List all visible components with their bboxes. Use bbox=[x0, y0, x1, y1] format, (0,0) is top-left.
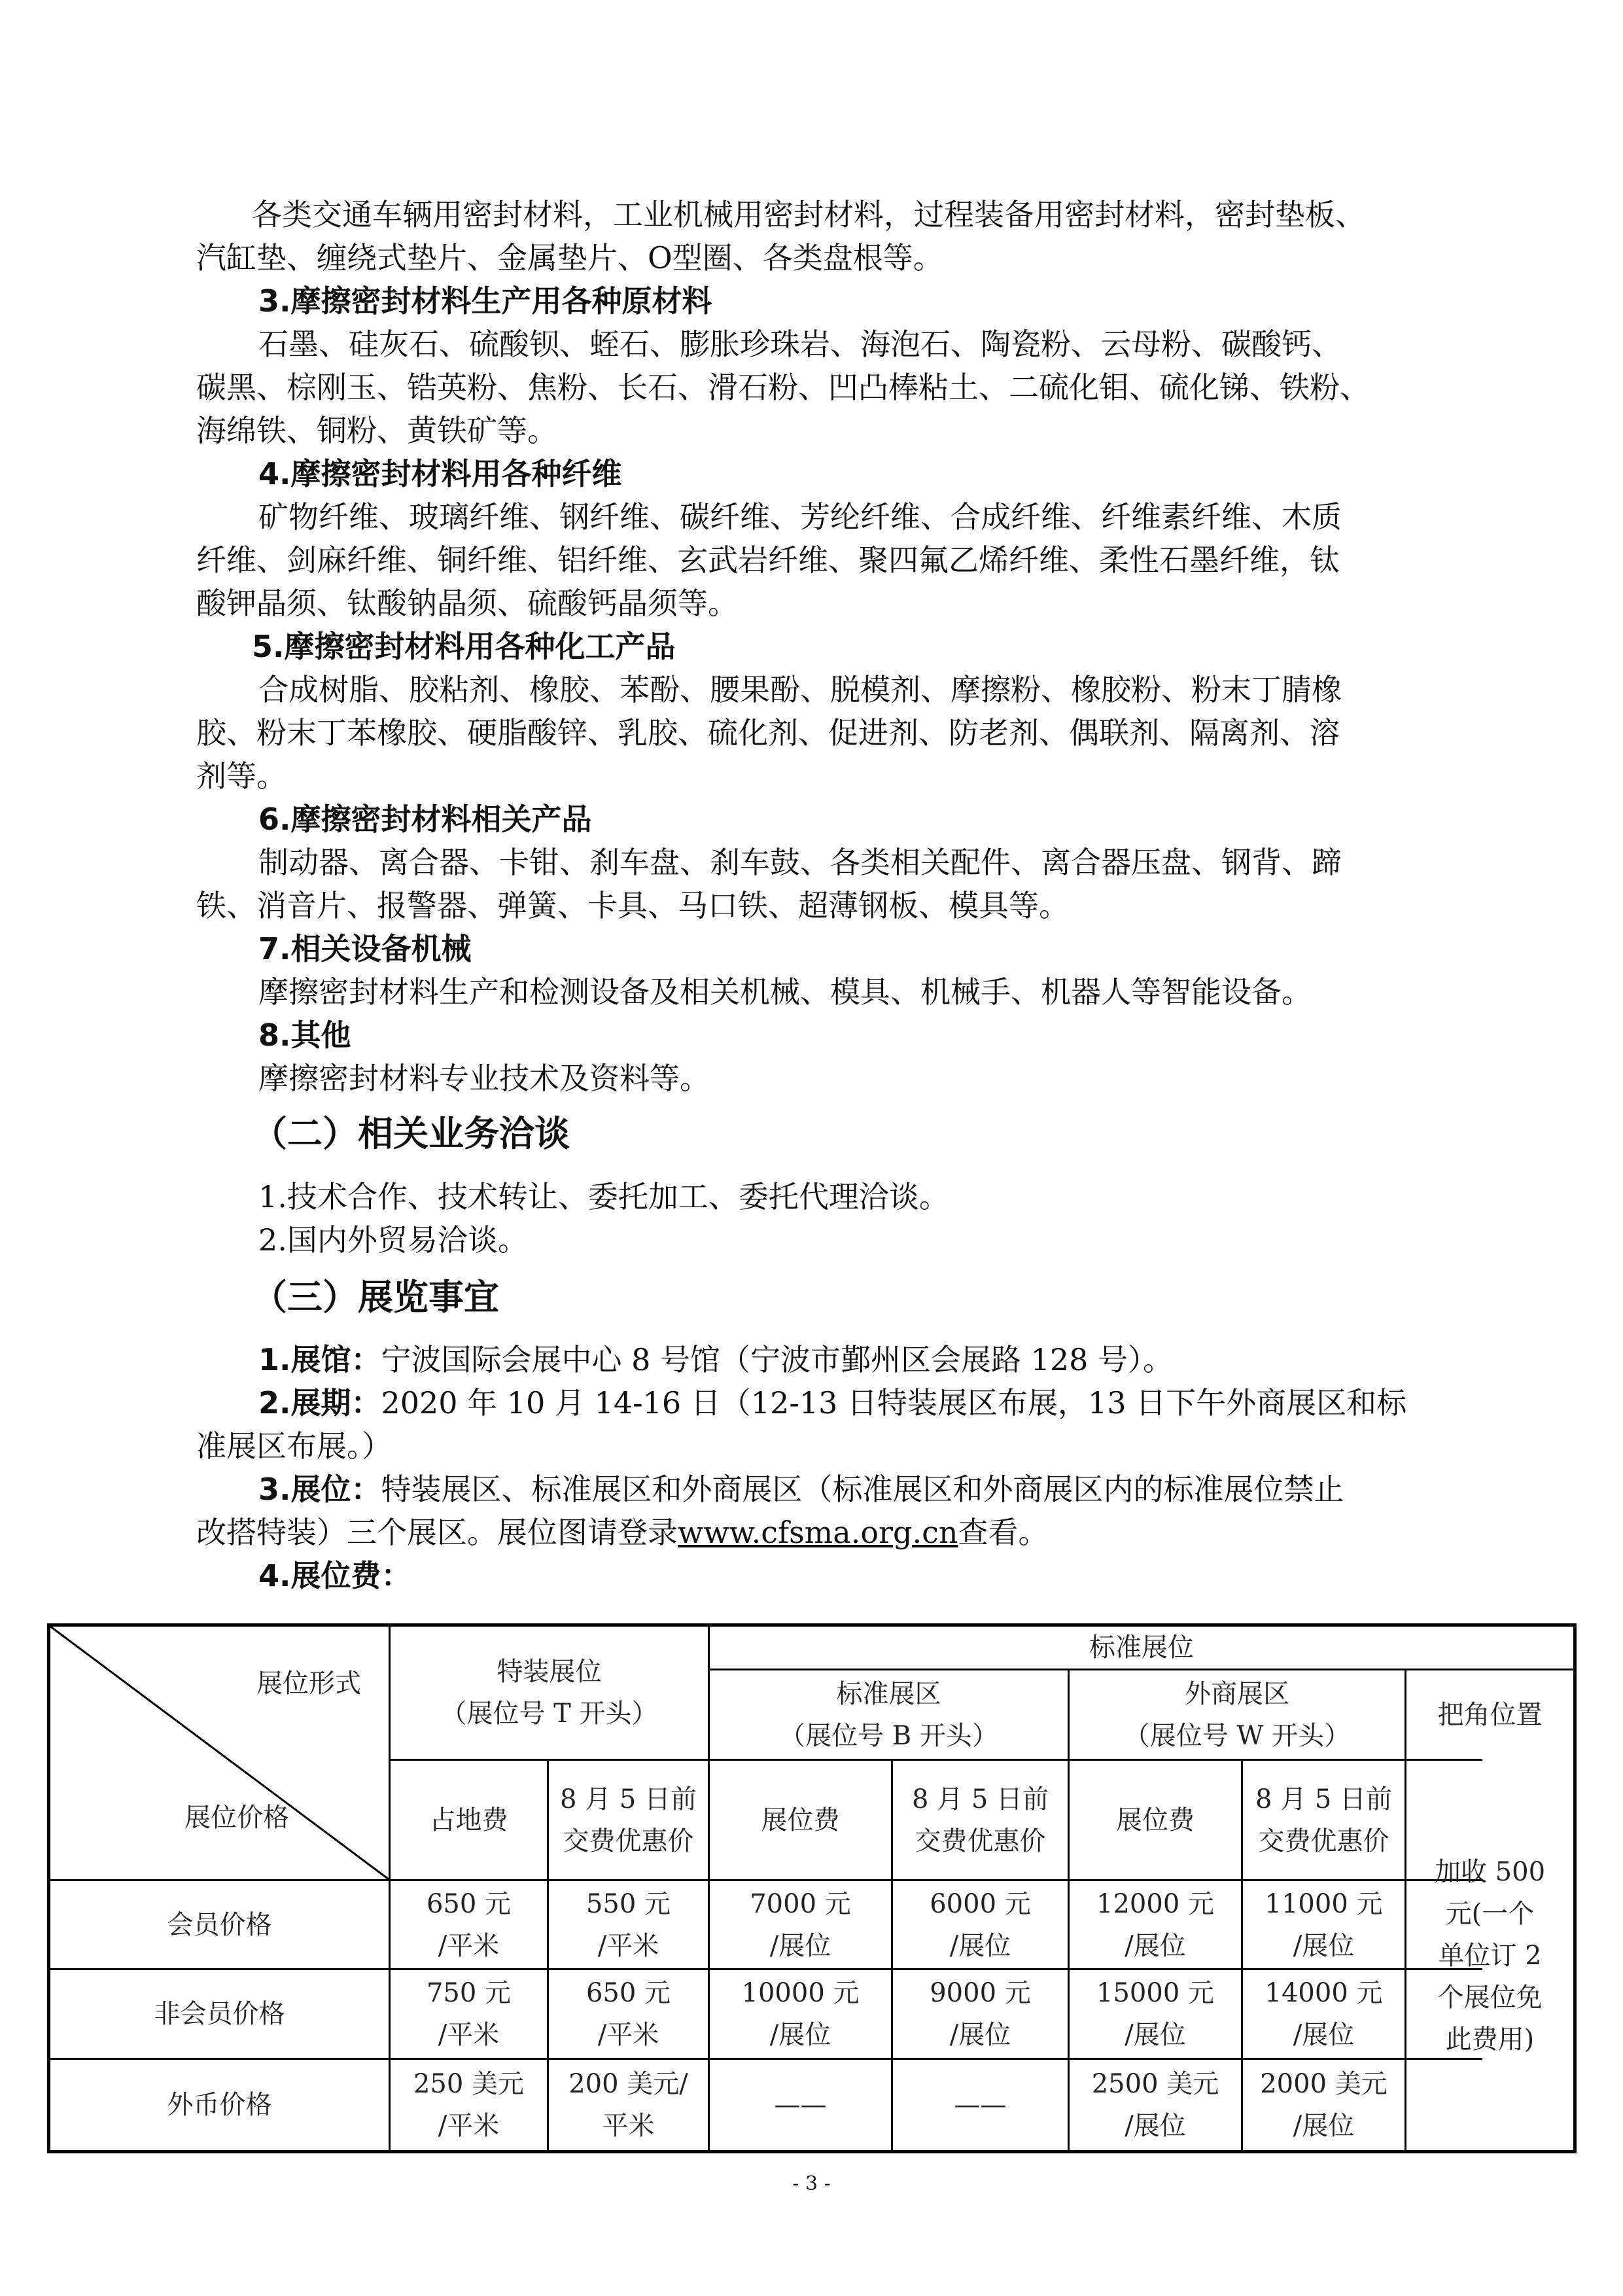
unit: /展位 bbox=[949, 1930, 1011, 1961]
price-cell bbox=[1070, 2060, 1241, 2150]
diagonal-divider bbox=[47, 1623, 390, 1881]
paragraph-line bbox=[258, 1338, 1501, 1381]
note-line: 元(一个 bbox=[1445, 1898, 1535, 1929]
subheading-8: 8.其他 bbox=[258, 1017, 351, 1053]
price: 10000 元 bbox=[741, 1978, 860, 2008]
subheader-early-price bbox=[893, 1761, 1068, 1879]
header-standard-booth: 标准展位 bbox=[1089, 1633, 1194, 1663]
unit: /平米 bbox=[597, 2020, 659, 2050]
section-heading-3: （三）展览事宜 bbox=[252, 1277, 499, 1318]
paragraph-line bbox=[258, 1381, 1501, 1424]
unit: /平米 bbox=[597, 1930, 659, 1961]
header-text: 特装展位 bbox=[497, 1657, 602, 1687]
price: 650 元 bbox=[585, 1978, 671, 2008]
paragraph-line: 剂等。 bbox=[196, 758, 287, 794]
header-booth-price: 展位价格 bbox=[184, 1803, 289, 1833]
price: 2500 美元 bbox=[1091, 2069, 1219, 2099]
page-number: - 3 - bbox=[792, 2172, 831, 2195]
subheading-3: 3.摩擦密封材料生产用各种原材料 bbox=[258, 283, 712, 319]
subheading-fees: 4.展位费： bbox=[258, 1558, 411, 1593]
price: 15000 元 bbox=[1096, 1978, 1214, 2008]
website-link[interactable]: www.cfsma.org.cn bbox=[678, 1515, 958, 1550]
paragraph-line: 矿物纤维、玻璃纤维、钢纤维、碳纤维、芳纶纤维、合成纤维、纤维素纤维、木质 bbox=[258, 499, 1342, 535]
paragraph-line: 摩擦密封材料生产和检测设备及相关机械、模具、机械手、机器人等智能设备。 bbox=[258, 974, 1312, 1010]
label: 2.展期： bbox=[258, 1385, 381, 1421]
price: 550 元 bbox=[585, 1888, 671, 1919]
paragraph-line: 石墨、硅灰石、硫酸钡、蛭石、膨胀珍珠岩、海泡石、陶瓷粉、云母粉、碳酸钙、 bbox=[258, 327, 1342, 362]
price: 650 元 bbox=[426, 1888, 512, 1919]
list-item: 2.国内外贸易洽谈。 bbox=[258, 1222, 528, 1258]
price-cell bbox=[893, 1970, 1068, 2058]
price-cell bbox=[391, 2060, 547, 2150]
header-text: 标准展区 bbox=[836, 1678, 941, 1709]
unit: /展位 bbox=[949, 2020, 1011, 2050]
price-cell bbox=[391, 1881, 547, 1968]
subheader-land-fee: 占地费 bbox=[429, 1805, 508, 1835]
price-cell bbox=[1070, 1881, 1241, 1968]
subheader-early-price bbox=[1243, 1761, 1405, 1879]
paragraph-line bbox=[258, 1468, 1501, 1511]
list-item: 1.技术合作、技术转让、委托加工、委托代理洽谈。 bbox=[258, 1179, 949, 1214]
unit: /展位 bbox=[1293, 2020, 1355, 2050]
subheading-6: 6.摩擦密封材料相关产品 bbox=[258, 802, 592, 837]
text: 宁波国际会展中心 8 号馆（宁波市鄞州区会展路 128 号）。 bbox=[381, 1342, 1174, 1377]
note-line: 个展位免 bbox=[1437, 1982, 1543, 2013]
section-heading-2: （二）相关业务洽谈 bbox=[252, 1113, 570, 1154]
paragraph-line: 酸钾晶须、钛酸钠晶须、硫酸钙晶须等。 bbox=[196, 586, 738, 621]
row-label-non-member: 非会员价格 bbox=[154, 1999, 285, 2029]
header-text: （展位号 T 开头） bbox=[440, 1699, 658, 1729]
price-cell bbox=[549, 2060, 708, 2150]
unit: 平米 bbox=[602, 2111, 655, 2141]
price-cell-empty: —— bbox=[954, 2090, 1007, 2120]
price: 200 美元/ bbox=[568, 2069, 688, 2099]
paragraph-line bbox=[196, 1511, 1439, 1554]
corner-surcharge-note bbox=[1406, 1761, 1573, 2150]
price-cell bbox=[710, 1970, 891, 2058]
price-cell bbox=[549, 1970, 708, 2058]
booth-fee-table bbox=[47, 1623, 1577, 2153]
price: 12000 元 bbox=[1096, 1888, 1214, 1919]
subheader-text: 8 月 5 日前 bbox=[559, 1784, 697, 1814]
header-text: （展位号 B 开头） bbox=[779, 1720, 998, 1751]
text: 2020 年 10 月 14-16 日（12-13 日特装展区布展，13 日下午外商展区和标 bbox=[381, 1385, 1407, 1421]
price-cell-empty: —— bbox=[774, 2090, 827, 2120]
text: 特装展区、标准展区和外商展区（标准展区和外商展区内的标准展位禁止 bbox=[381, 1472, 1344, 1507]
paragraph-line: 各类交通车辆用密封材料，工业机械用密封材料，过程装备用密封材料，密封垫板、 bbox=[252, 197, 1365, 232]
price-cell bbox=[1070, 1970, 1241, 2058]
unit: /展位 bbox=[769, 1930, 831, 1961]
unit: /展位 bbox=[769, 2020, 831, 2050]
subheader-text: 交费优惠价 bbox=[1258, 1826, 1389, 1856]
unit: /展位 bbox=[1125, 2020, 1186, 2050]
paragraph-line: 铁、消音片、报警器、弹簧、卡具、马口铁、超薄钢板、模具等。 bbox=[196, 888, 1069, 923]
price-cell bbox=[1243, 1970, 1405, 2058]
subheader-text: 交费优惠价 bbox=[563, 1826, 694, 1856]
price: 250 美元 bbox=[413, 2069, 525, 2099]
label: 1.展馆： bbox=[258, 1342, 381, 1377]
paragraph-line: 胶、粉末丁苯橡胶、硬脂酸锌、乳胶、硫化剂、促进剂、防老剂、偶联剂、隔离剂、溶 bbox=[196, 715, 1340, 751]
row-label-foreign-currency: 外币价格 bbox=[167, 2090, 272, 2120]
price: 11000 元 bbox=[1265, 1888, 1383, 1919]
paragraph-line: 摩擦密封材料专业技术及资料等。 bbox=[258, 1061, 710, 1096]
row-label-member: 会员价格 bbox=[167, 1909, 272, 1940]
price-cell bbox=[893, 1881, 1068, 1968]
note-line: 此费用) bbox=[1445, 2024, 1535, 2055]
header-text: （展位号 W 开头） bbox=[1123, 1720, 1351, 1751]
text: 改搭特装）三个展区。展位图请登录 bbox=[196, 1515, 678, 1550]
paragraph-line: 合成树脂、胶粘剂、橡胶、苯酚、腰果酚、脱模剂、摩擦粉、橡胶粉、粉末丁腈橡 bbox=[258, 672, 1342, 707]
paragraph-line: 制动器、离合器、卡钳、刹车盘、刹车鼓、各类相关配件、离合器压盘、钢背、蹄 bbox=[258, 845, 1342, 880]
subheader-early-price bbox=[549, 1761, 708, 1879]
subheading-4: 4.摩擦密封材料用各种纤维 bbox=[258, 456, 622, 491]
price-cell bbox=[1243, 1881, 1405, 1968]
label: 3.展位： bbox=[258, 1472, 381, 1507]
text: 查看。 bbox=[958, 1515, 1049, 1550]
header-standard-area bbox=[710, 1670, 1068, 1759]
paragraph-line: 碳黑、棕刚玉、锆英粉、焦粉、长石、滑石粉、凹凸棒粘土、二硫化钼、硫化锑、铁粉、 bbox=[196, 370, 1370, 405]
table-border bbox=[1573, 1623, 1577, 2153]
price-cell bbox=[1243, 2060, 1405, 2150]
paragraph-line: 汽缸垫、缠绕式垫片、金属垫片、O型圈、各类盘根等。 bbox=[196, 240, 943, 275]
unit: /展位 bbox=[1293, 2111, 1355, 2141]
unit: /平米 bbox=[438, 2111, 500, 2141]
subheader-booth-fee: 展位费 bbox=[761, 1805, 840, 1835]
subheader-text: 8 月 5 日前 bbox=[911, 1784, 1049, 1814]
unit: /展位 bbox=[1125, 1930, 1186, 1961]
header-foreign-area bbox=[1070, 1670, 1405, 1759]
price: 14000 元 bbox=[1265, 1978, 1383, 2008]
price-cell bbox=[549, 1881, 708, 1968]
note-line: 加收 500 bbox=[1434, 1856, 1546, 1887]
unit: /平米 bbox=[438, 1930, 500, 1961]
unit: /展位 bbox=[1293, 1930, 1355, 1961]
unit: /平米 bbox=[438, 2020, 500, 2050]
subheading-5: 5.摩擦密封材料用各种化工产品 bbox=[252, 629, 676, 664]
price: 6000 元 bbox=[930, 1888, 1031, 1919]
paragraph-line: 海绵铁、铜粉、黄铁矿等。 bbox=[196, 413, 557, 448]
price-cell bbox=[710, 1881, 891, 1968]
price: 7000 元 bbox=[750, 1888, 851, 1919]
header-text: 外商展区 bbox=[1185, 1678, 1289, 1709]
price-cell bbox=[391, 1970, 547, 2058]
price: 750 元 bbox=[426, 1978, 512, 2008]
price: 9000 元 bbox=[930, 1978, 1031, 2008]
header-booth-form: 展位形式 bbox=[256, 1669, 361, 1699]
table-border bbox=[47, 2150, 1577, 2153]
subheader-booth-fee: 展位费 bbox=[1116, 1805, 1195, 1835]
subheading-7: 7.相关设备机械 bbox=[258, 931, 472, 966]
subheader-text: 交费优惠价 bbox=[915, 1826, 1046, 1856]
unit: /展位 bbox=[1125, 2111, 1186, 2141]
header-special-booth bbox=[391, 1627, 708, 1759]
header-corner-position: 把角位置 bbox=[1437, 1699, 1543, 1730]
paragraph-line: 准展区布展。） bbox=[196, 1428, 392, 1464]
note-line: 单位订 2 bbox=[1438, 1940, 1542, 1971]
subheader-text: 8 月 5 日前 bbox=[1255, 1784, 1393, 1814]
price: 2000 美元 bbox=[1260, 2069, 1387, 2099]
paragraph-line: 纤维、剑麻纤维、铜纤维、铝纤维、玄武岩纤维、聚四氟乙烯纤维、柔性石墨纤维，钛 bbox=[196, 542, 1340, 578]
